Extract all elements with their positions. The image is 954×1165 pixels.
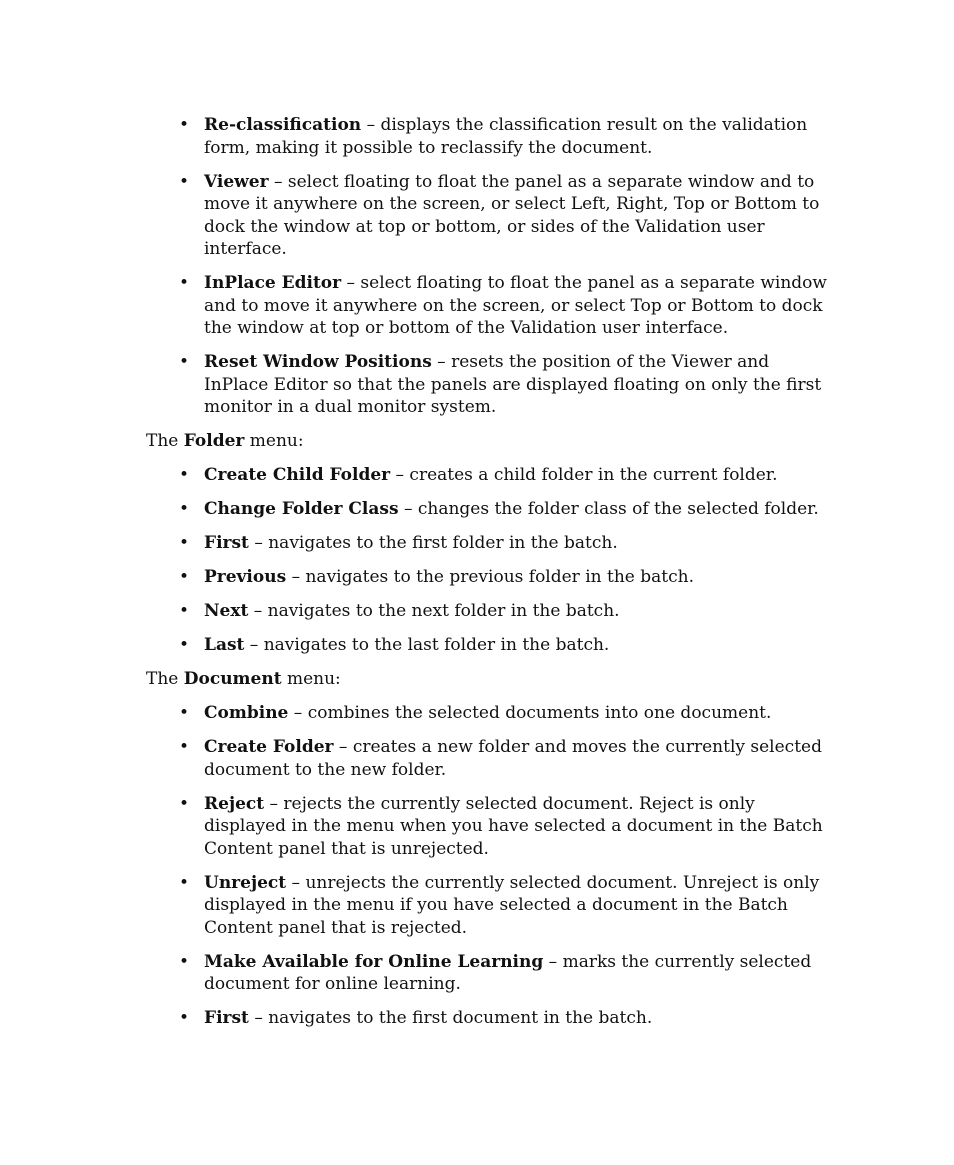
heading-suffix: menu: bbox=[281, 669, 341, 689]
item-description: – unrejects the currently selected document. Unreject is only displayed in the menu if you have selected a document in the Batch Content panel that is rejected. bbox=[204, 872, 820, 938]
item-term: Create Child Folder bbox=[204, 465, 391, 485]
bullet-icon: • bbox=[179, 499, 190, 519]
heading-prefix: The bbox=[146, 431, 184, 451]
item-description: – combines the selected documents into one document. bbox=[288, 703, 772, 723]
menu-name: Folder bbox=[183, 431, 245, 451]
item-term: Make Available for Online Learning bbox=[204, 951, 544, 972]
item-term: Viewer bbox=[204, 171, 269, 192]
item-description: – navigates to the next folder in the batch. bbox=[248, 601, 620, 621]
item-description: – navigates to the first document in the batch. bbox=[248, 1008, 653, 1028]
folder-menu-heading bbox=[146, 430, 836, 453]
item-description: – creates a child folder in the current folder. bbox=[390, 465, 778, 485]
document-page bbox=[146, 114, 836, 1041]
bullet-icon: • bbox=[179, 115, 190, 135]
item-term: Re-classification bbox=[204, 115, 362, 135]
list-item bbox=[146, 351, 836, 419]
heading-suffix: menu: bbox=[244, 431, 304, 451]
list-item bbox=[146, 736, 836, 781]
list-item bbox=[146, 498, 836, 521]
list-item bbox=[146, 532, 836, 555]
item-term: Unreject bbox=[204, 872, 287, 893]
bullet-icon: • bbox=[179, 465, 190, 485]
bullet-icon: • bbox=[179, 352, 190, 372]
item-description: – navigates to the previous folder in the batch. bbox=[286, 567, 694, 587]
list-item bbox=[146, 272, 836, 340]
bullet-icon: • bbox=[179, 273, 190, 293]
menu-name: Document bbox=[183, 669, 282, 689]
bullet-icon: • bbox=[179, 703, 190, 723]
list-item bbox=[146, 872, 836, 940]
folder-menu-list bbox=[146, 464, 836, 657]
item-description: – marks the currently selected document for online learning. bbox=[204, 951, 812, 994]
item-description: – resets the position of the Viewer and InPlace Editor so that the panels are displayed floating on only the first monitor in a dual monitor system. bbox=[204, 352, 822, 417]
item-term: Next bbox=[204, 601, 249, 621]
heading-prefix: The bbox=[146, 669, 184, 689]
bullet-icon: • bbox=[179, 737, 190, 757]
bullet-icon: • bbox=[179, 1008, 190, 1028]
bullet-icon: • bbox=[179, 872, 190, 893]
list-item bbox=[146, 793, 836, 861]
bullet-icon: • bbox=[179, 601, 190, 621]
bullet-icon: • bbox=[179, 635, 190, 655]
item-term: First bbox=[204, 1008, 249, 1028]
item-term: Reject bbox=[204, 793, 265, 814]
item-term: Last bbox=[204, 635, 245, 655]
item-description: – rejects the currently selected document. Reject is only displayed in the menu when you have selected a document in the Batch Content panel that is unrejected. bbox=[204, 793, 823, 859]
document-menu-list bbox=[146, 702, 836, 1030]
list-item bbox=[146, 171, 836, 261]
bullet-icon: • bbox=[179, 951, 190, 972]
item-term: Previous bbox=[204, 567, 287, 587]
document-menu-heading bbox=[146, 668, 836, 691]
list-item bbox=[146, 114, 836, 159]
item-description: – select floating to float the panel as a separate window and to move it anywhere on the screen, or select Top or Bottom to dock the window at top or bottom of the Validation user interface. bbox=[204, 273, 827, 338]
list-item bbox=[146, 634, 836, 657]
item-description: – navigates to the first folder in the batch. bbox=[248, 533, 618, 553]
item-description: – creates a new folder and moves the currently selected document to the new folder. bbox=[204, 737, 822, 780]
list-item bbox=[146, 702, 836, 725]
bullet-icon: • bbox=[179, 567, 190, 587]
item-term: Change Folder Class bbox=[204, 499, 399, 519]
item-description: – changes the folder class of the selected folder. bbox=[398, 499, 819, 519]
bullet-icon: • bbox=[179, 533, 190, 553]
list-item bbox=[146, 951, 836, 996]
list-item bbox=[146, 600, 836, 623]
list-item bbox=[146, 566, 836, 589]
bullet-icon: • bbox=[179, 171, 190, 192]
view-options-list bbox=[146, 114, 836, 419]
item-term: Combine bbox=[204, 703, 289, 723]
item-term: Create Folder bbox=[204, 737, 334, 757]
bullet-icon: • bbox=[179, 793, 190, 814]
list-item bbox=[146, 464, 836, 487]
item-term: Reset Window Positions bbox=[204, 352, 432, 372]
item-description: – displays the classification result on the validation form, making it possible to reclassify the document. bbox=[204, 115, 808, 158]
item-description: – select floating to float the panel as a separate window and to move it anywhere on the screen, or select Left, Right, Top or Bottom to dock the window at top or bottom, or sides of the Validation user interface. bbox=[204, 171, 820, 259]
item-description: – navigates to the last folder in the batch. bbox=[244, 635, 610, 655]
item-term: InPlace Editor bbox=[204, 273, 342, 293]
list-item bbox=[146, 1007, 836, 1030]
item-term: First bbox=[204, 533, 249, 553]
